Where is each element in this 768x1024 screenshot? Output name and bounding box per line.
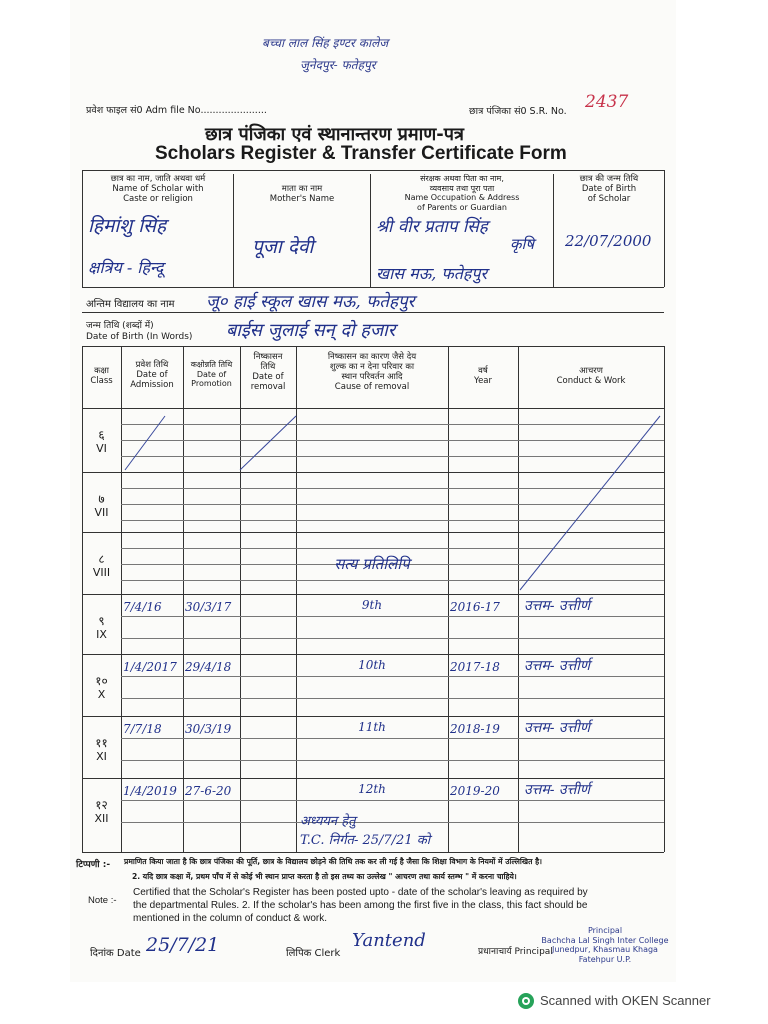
table-row-class-hindi: ९ [98,614,105,628]
title-hindi: छात्र पंजिका एवं स्थानान्तरण प्रमाण-पत्र [205,124,464,145]
note-hindi-line1: प्रमाणित किया जाता है कि छात्र पंजिका की पूर्ति, छात्र के विद्यालय छोड़ने की तिथि तक कर ली गई है जैसा कि शिक्षा विभाग के नियमों में उल्लिखित है। [124,857,542,866]
last-school-label: अन्तिम विद्यालय का नाम [86,299,175,310]
date-label: दिनांक Date [90,948,141,959]
table-row-conduct: उत्तम- उत्तीर्ण [524,598,590,614]
table-row-class-hindi: ११ [95,736,108,750]
school-stamp-line2: जुनेदपुर- फतेहपुर [300,58,376,72]
note-english-line3: mentioned in the column of conduct & work. [133,913,327,924]
note-english-line1: Certified that the Scholar's Register has been posted upto - date of the scholar's leaving as required by [133,887,588,898]
note-hindi-line2: 2. यदि छात्र कक्षा में, प्रथम पाँच में से कोई भी स्थान प्राप्त करता है तो इस तथ्य का उल्लेख " आचरण तथा कार्य स्तम्भ " में करना चाहिये। [132,872,517,881]
note-english-line2: the departmental Rules. 2. If the scholar's has been among the first five in the class, this fact should be [133,900,588,911]
table-row-year: 2018-19 [450,722,500,736]
table-row-cause: 11th [358,720,386,734]
table-row-promotion: 30/3/19 [185,722,232,736]
table-row-class-hindi: १० [95,674,108,688]
date-of-birth: 22/07/2000 [565,232,652,250]
table-row-conduct: उत्तम- उत्तीर्ण [524,720,590,736]
table-row-promotion: 30/3/17 [185,600,232,614]
table-row-class-hindi: ८ [98,552,105,566]
table-row-class-hindi: १२ [95,798,108,812]
note-hindi-label: टिप्पणी :- [76,860,111,870]
header-admission: प्रवेश तिथि Date of Admission [130,360,174,390]
header-year: वर्ष Year [474,366,492,386]
table-row-admission: 1/4/2017 [123,660,177,674]
table-row-year: 2019-20 [450,784,500,798]
note-english-label: Note :- [88,895,117,906]
table-row-class-hindi: ७ [98,492,105,506]
table-row-admission: 7/7/18 [123,722,162,736]
table-row-class-english: XI [96,750,107,763]
table-row-cause: सत्य प्रतिलिपि [334,555,410,573]
header-class: कक्षा Class [90,366,113,386]
table-row-cause: 12th [358,782,386,796]
principal-stamp: Principal Bachcha Lal Singh Inter College Junedpur, Khasmau Khaga Fatehpur U.P. [541,926,669,964]
table-row-class-english: XII [94,812,109,825]
sr-label: छात्र पंजिका सं0 S.R. No. [469,106,567,117]
header-removal: निष्कासन तिथि Date of removal [250,352,286,392]
title-english: Scholars Register & Transfer Certificate Form [155,143,567,164]
table-row-promotion: 27-6-20 [185,784,232,798]
table-row-class-hindi: ६ [98,428,105,442]
top-col-scholar-header: छात्र का नाम, जाति अथवा धर्म Name of Scholar with Caste or religion [110,174,206,204]
mother-name: पूजा देवी [252,236,314,258]
table-row-class-english: IX [96,628,107,641]
principal-label: प्रधानाचार्य Principal [478,947,553,957]
scholar-name: हिमांशु सिंह [88,215,167,237]
scanner-label: Scanned with OKEN Scanner [540,993,711,1008]
table-row-promotion: 29/4/18 [185,660,232,674]
occupation: कृषि [510,235,535,253]
top-col-dob-header: छात्र की जन्म तिथि Date of Birth of Scholar [579,174,639,204]
father-name: श्री वीर प्रताप सिंह [376,217,488,237]
school-stamp-line1: बच्चा लाल सिंह इण्टर कालेज [262,36,389,50]
table-row-class-english: VII [94,506,109,519]
dob-words-label-english: Date of Birth (In Words) [86,332,193,342]
table-row-conduct: उत्तम- उत्तीर्ण [524,658,590,674]
table-row-class-english: X [97,688,106,701]
table-row-year: 2016-17 [450,600,500,614]
table-row-year: 2017-18 [450,660,500,674]
table-row-cause: 10th [358,658,386,672]
table-row-conduct: उत्तम- उत्तीर्ण [524,782,590,798]
oken-scanner-icon [518,993,534,1009]
clerk-signature: Yantend [352,930,426,951]
address: खास मऊ, फतेहपुर [376,264,488,283]
top-col-guardian-header: संरक्षक अथवा पिता का नाम, व्यवसाय तथा पूरा पता Name Occupation & Address of Parents or Guardian [404,174,520,212]
remark-line1: अध्ययन हेतु [300,814,356,829]
table-row-class-english: VIII [92,566,111,579]
header-promotion: कक्षोन्नति तिथि Date of Promotion [190,360,233,388]
last-school-value: जू० हाई स्कूल खास मऊ, फतेहपुर [206,292,415,312]
date-value: 25/7/21 [146,934,220,956]
remark-line2: T.C. निर्गत- 25/7/21 को [300,833,431,848]
table-row-class-english: VI [96,442,107,455]
header-cause: निष्कासन का कारण जैसे देय शुल्क का न देना परिवार का स्थान परिवर्तन आदि Cause of removal [327,352,417,392]
adm-file-label: प्रवेश फाइल सं0 Adm file No...................... [86,105,267,116]
table-row-admission: 1/4/2019 [123,784,177,798]
top-col-mother-header: माता का नाम Mother's Name [269,184,335,204]
dob-words-label-hindi: जन्म तिथि (शब्दों में) [86,321,154,331]
scholar-caste: क्षत्रिय - हिन्दू [88,258,164,277]
sr-value: 2437 [585,92,629,112]
dob-words-value: बाईस जुलाई सन् दो हजार [226,320,396,341]
table-row-admission: 7/4/16 [123,600,162,614]
header-conduct: आचरण Conduct & Work [556,366,626,386]
table-row-cause: 9th [361,598,383,612]
clerk-label: लिपिक Clerk [286,948,341,959]
